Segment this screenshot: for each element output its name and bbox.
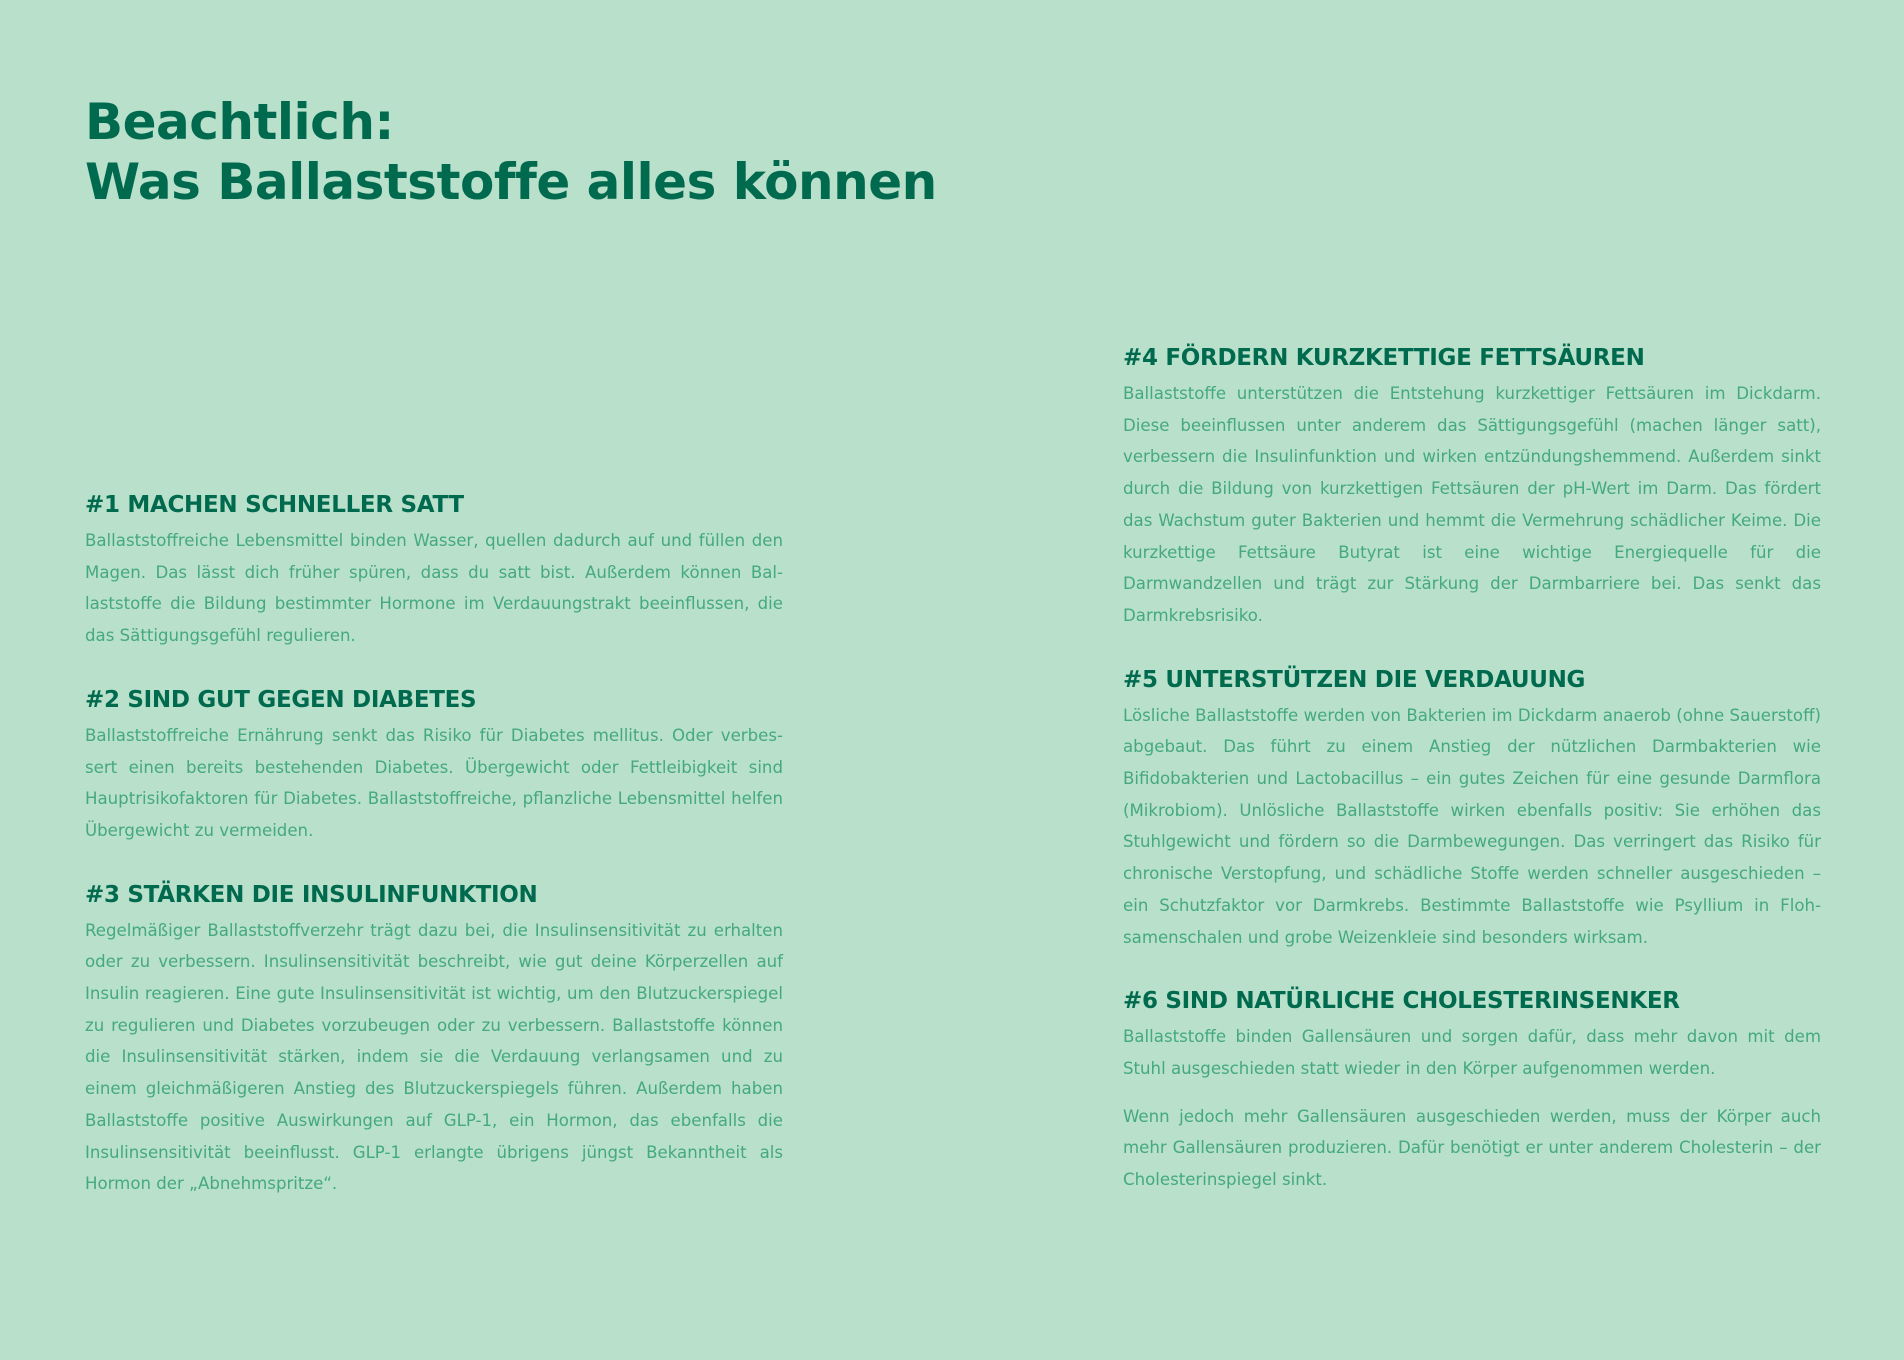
left-column xyxy=(85,490,783,1200)
section-1 xyxy=(85,490,783,652)
page-title xyxy=(85,92,937,212)
section-5-heading: #5 UNTERSTÜTZEN DIE VERDAUUNG xyxy=(1123,666,1586,693)
section-2-heading: #2 SIND GUT GEGEN DIABETES xyxy=(85,686,477,713)
section-3 xyxy=(85,880,783,1200)
section-1-text: Ballaststoffreiche Lebensmittel binden Wasser, quellen dadurch auf und füllen den Magen. Das lässt dich früher spüren, dass du satt bist. Außerdem können Ballaststoffe die Bildung bestimmter Hormone im Verdauungstrakt beeinflussen, die das Sättigungsgefühl regulieren. xyxy=(85,531,783,646)
section-2 xyxy=(85,685,783,847)
section-4-text: Ballaststoffe unterstützen die Entstehung kurzkettiger Fettsäuren im Dickdarm. Diese beeinflussen unter anderem das Sättigungsgefühl (machen länger satt), verbessern die Insulinfunktion und wirken entzündungshemmend. Außerdem sinkt durch die Bildung von kurzkettigen Fettsäuren der pH-Wert im Darm. Das fördert das Wachstum guter Bakterien und hemmt die Vermehrung schädlicher Keime. Die kurzkettige Fettsäure Butyrat ist eine wichtige Energiequelle für die Darmwandzellen und trägt zur Stärkung der Darmbarriere bei. Das senkt das Darmkrebsrisiko. xyxy=(1123,384,1821,625)
section-6-text-1: Ballaststoffe binden Gallensäuren und sorgen dafür, dass mehr davon mit dem Stuhl ausgeschieden statt wieder in den Körper aufgenommen werden. xyxy=(1123,1027,1821,1078)
section-6 xyxy=(1123,986,1821,1196)
section-2-text: Ballaststoffreiche Ernährung senkt das Risiko für Diabetes mellitus. Oder verbessert einen bereits bestehenden Diabetes. Übergewicht oder Fettleibigkeit sind Hauptrisikofaktoren für Diabetes. Ballaststoffreiche, pflanzliche Lebensmittel helfen Übergewicht zu vermeiden. xyxy=(85,725,783,840)
section-3-heading: #3 STÄRKEN DIE INSULINFUNKTION xyxy=(85,881,538,908)
title-line-1: Beachtlich: xyxy=(85,93,394,151)
section-4 xyxy=(1123,343,1821,632)
section-6-text-2: Wenn jedoch mehr Gallensäuren ausgeschieden werden, muss der Körper auch mehr Gallensäuren produzieren. Dafür benötigt er unter anderem Cholesterin – der Cholesterinspiegel sinkt. xyxy=(1123,1106,1821,1190)
section-4-heading: #4 FÖRDERN KURZKETTIGE FETTSÄUREN xyxy=(1123,345,1645,371)
right-column xyxy=(1123,343,1821,1196)
section-5-text: Lösliche Ballaststoffe werden von Bakterien im Dickdarm anaerob (ohne Sauerstoff) abgebaut. Das führt zu einem Anstieg der nützlichen Darmbakterien wie Bifidobakterien und Lactobacillus – ein gutes Zeichen für eine gesunde Darmflora (Mikrobiom). Unlösliche Ballaststoffe wirken ebenfalls positiv: Sie erhöhen das Stuhlgewicht und fördern so die Darmbewegungen. Das verringert das Risiko für chronische Verstopfung, und schädliche Stoffe werden schneller ausgeschieden – ein Schutzfaktor vor Darmkrebs. Bestimmte Ballaststoffe wie Psyllium in Flohsamenschalen und grobe Weizenkleie sind besonders wirksam. xyxy=(1123,705,1821,947)
section-5 xyxy=(1123,665,1821,954)
section-3-text: Regelmäßiger Ballaststoffverzehr trägt dazu bei, die Insulinsensitivität zu erhalten oder zu verbessern. Insulinsensitivität beschreibt, wie gut deine Körperzellen auf Insulin reagieren. Eine gute Insulinsensitivität ist wichtig, um den Blutzuckerspiegel zu regulieren und Diabetes vorzubeugen oder zu verbessern. Ballaststoffe können die Insulinsensitivität stärken, indem sie die Verdauung verlangsamen und zu einem gleichmäßigeren Anstieg des Blutzuckerspiegels führen. Außerdem haben Ballaststoffe positive Auswirkungen auf GLP-1, ein Hormon, das ebenfalls die Insulinsensitivität beeinflusst. GLP-1 erlangte übrigens jüngst Bekanntheit als Hormon der „Abnehmspritze“. xyxy=(85,920,783,1194)
title-line-2: Was Ballaststoffe alles können xyxy=(85,153,937,211)
section-6-heading: #6 SIND NATÜRLICHE CHOLESTERINSENKER xyxy=(1123,988,1680,1015)
section-1-heading: #1 MACHEN SCHNELLER SATT xyxy=(85,492,464,518)
